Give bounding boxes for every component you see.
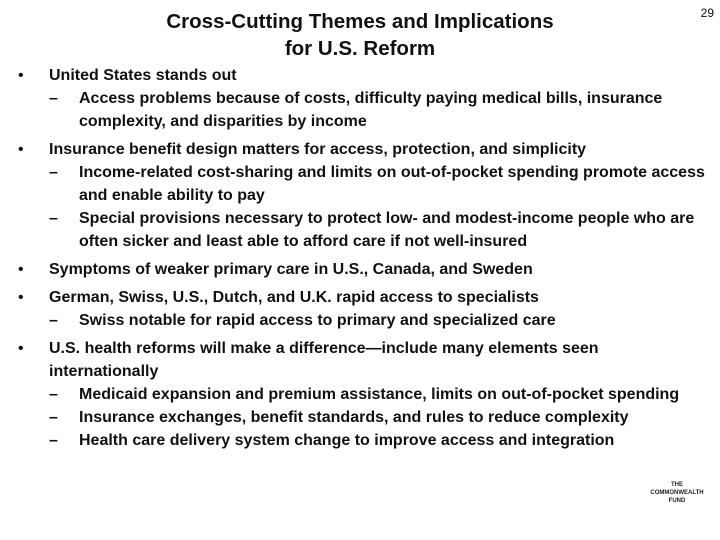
logo-line-3: FUND [668, 498, 686, 504]
dash-marker: – [49, 90, 58, 107]
slide-title [60, 8, 660, 62]
bullet-item [18, 138, 708, 161]
bullet-list [18, 64, 708, 452]
sub-bullet-text: Access problems because of costs, difficulty paying medical bills, insurance complexity, and disparities by income [79, 90, 663, 130]
sub-bullet-item [49, 309, 708, 332]
bullet-text: U.S. health reforms will make a difference—include many elements seen internationally [49, 340, 599, 380]
sub-bullet-text: Swiss notable for rapid access to primary and specialized care [79, 312, 556, 329]
bullet-text: German, Swiss, U.S., Dutch, and U.K. rapid access to specialists [49, 289, 539, 306]
title-line-1: Cross-Cutting Themes and Implications [166, 10, 554, 33]
bullet-text: United States stands out [49, 67, 237, 84]
bullet-marker: • [18, 261, 24, 278]
bullet-marker: • [18, 141, 24, 158]
dash-marker: – [49, 210, 58, 227]
bullet-marker: • [18, 340, 24, 357]
page-number: 29 [700, 6, 714, 20]
dash-marker: – [49, 386, 58, 403]
bullet-item [18, 258, 708, 281]
logo-line-1: THE [671, 482, 683, 488]
sub-bullet-item [49, 429, 708, 452]
sub-bullet-text: Insurance exchanges, benefit standards, and rules to reduce complexity [79, 409, 629, 426]
bullet-text: Insurance benefit design matters for access, protection, and simplicity [49, 141, 587, 158]
sub-bullet-item [49, 406, 708, 429]
sub-bullet-item [49, 87, 708, 133]
bullet-item [18, 337, 708, 383]
sub-bullet-item [49, 383, 708, 406]
dash-marker: – [49, 164, 58, 181]
commonwealth-fund-logo [645, 465, 709, 521]
sub-bullet-text: Medicaid expansion and premium assistance, limits on out-of-pocket spending [79, 386, 680, 403]
dash-marker: – [49, 432, 58, 449]
bullet-marker: • [18, 289, 24, 306]
bullet-marker: • [18, 67, 24, 84]
bullet-item [18, 286, 708, 309]
dash-marker: – [49, 409, 58, 426]
sub-bullet-text: Income-related cost-sharing and limits on out-of-pocket spending promote access and enable ability to pay [79, 164, 705, 204]
sub-bullet-text: Special provisions necessary to protect low- and modest-income people who are often sicker and least able to afford care if not well-insured [79, 210, 695, 250]
sub-bullet-item [49, 207, 708, 253]
bullet-item [18, 64, 708, 87]
bullet-text: Symptoms of weaker primary care in U.S., Canada, and Sweden [49, 261, 533, 278]
title-line-2: for U.S. Reform [284, 37, 436, 60]
sub-bullet-item [49, 161, 708, 207]
sub-bullet-text: Health care delivery system change to improve access and integration [79, 432, 615, 449]
dash-marker: – [49, 312, 58, 329]
logo-line-2: COMMONWEALTH [650, 490, 704, 496]
